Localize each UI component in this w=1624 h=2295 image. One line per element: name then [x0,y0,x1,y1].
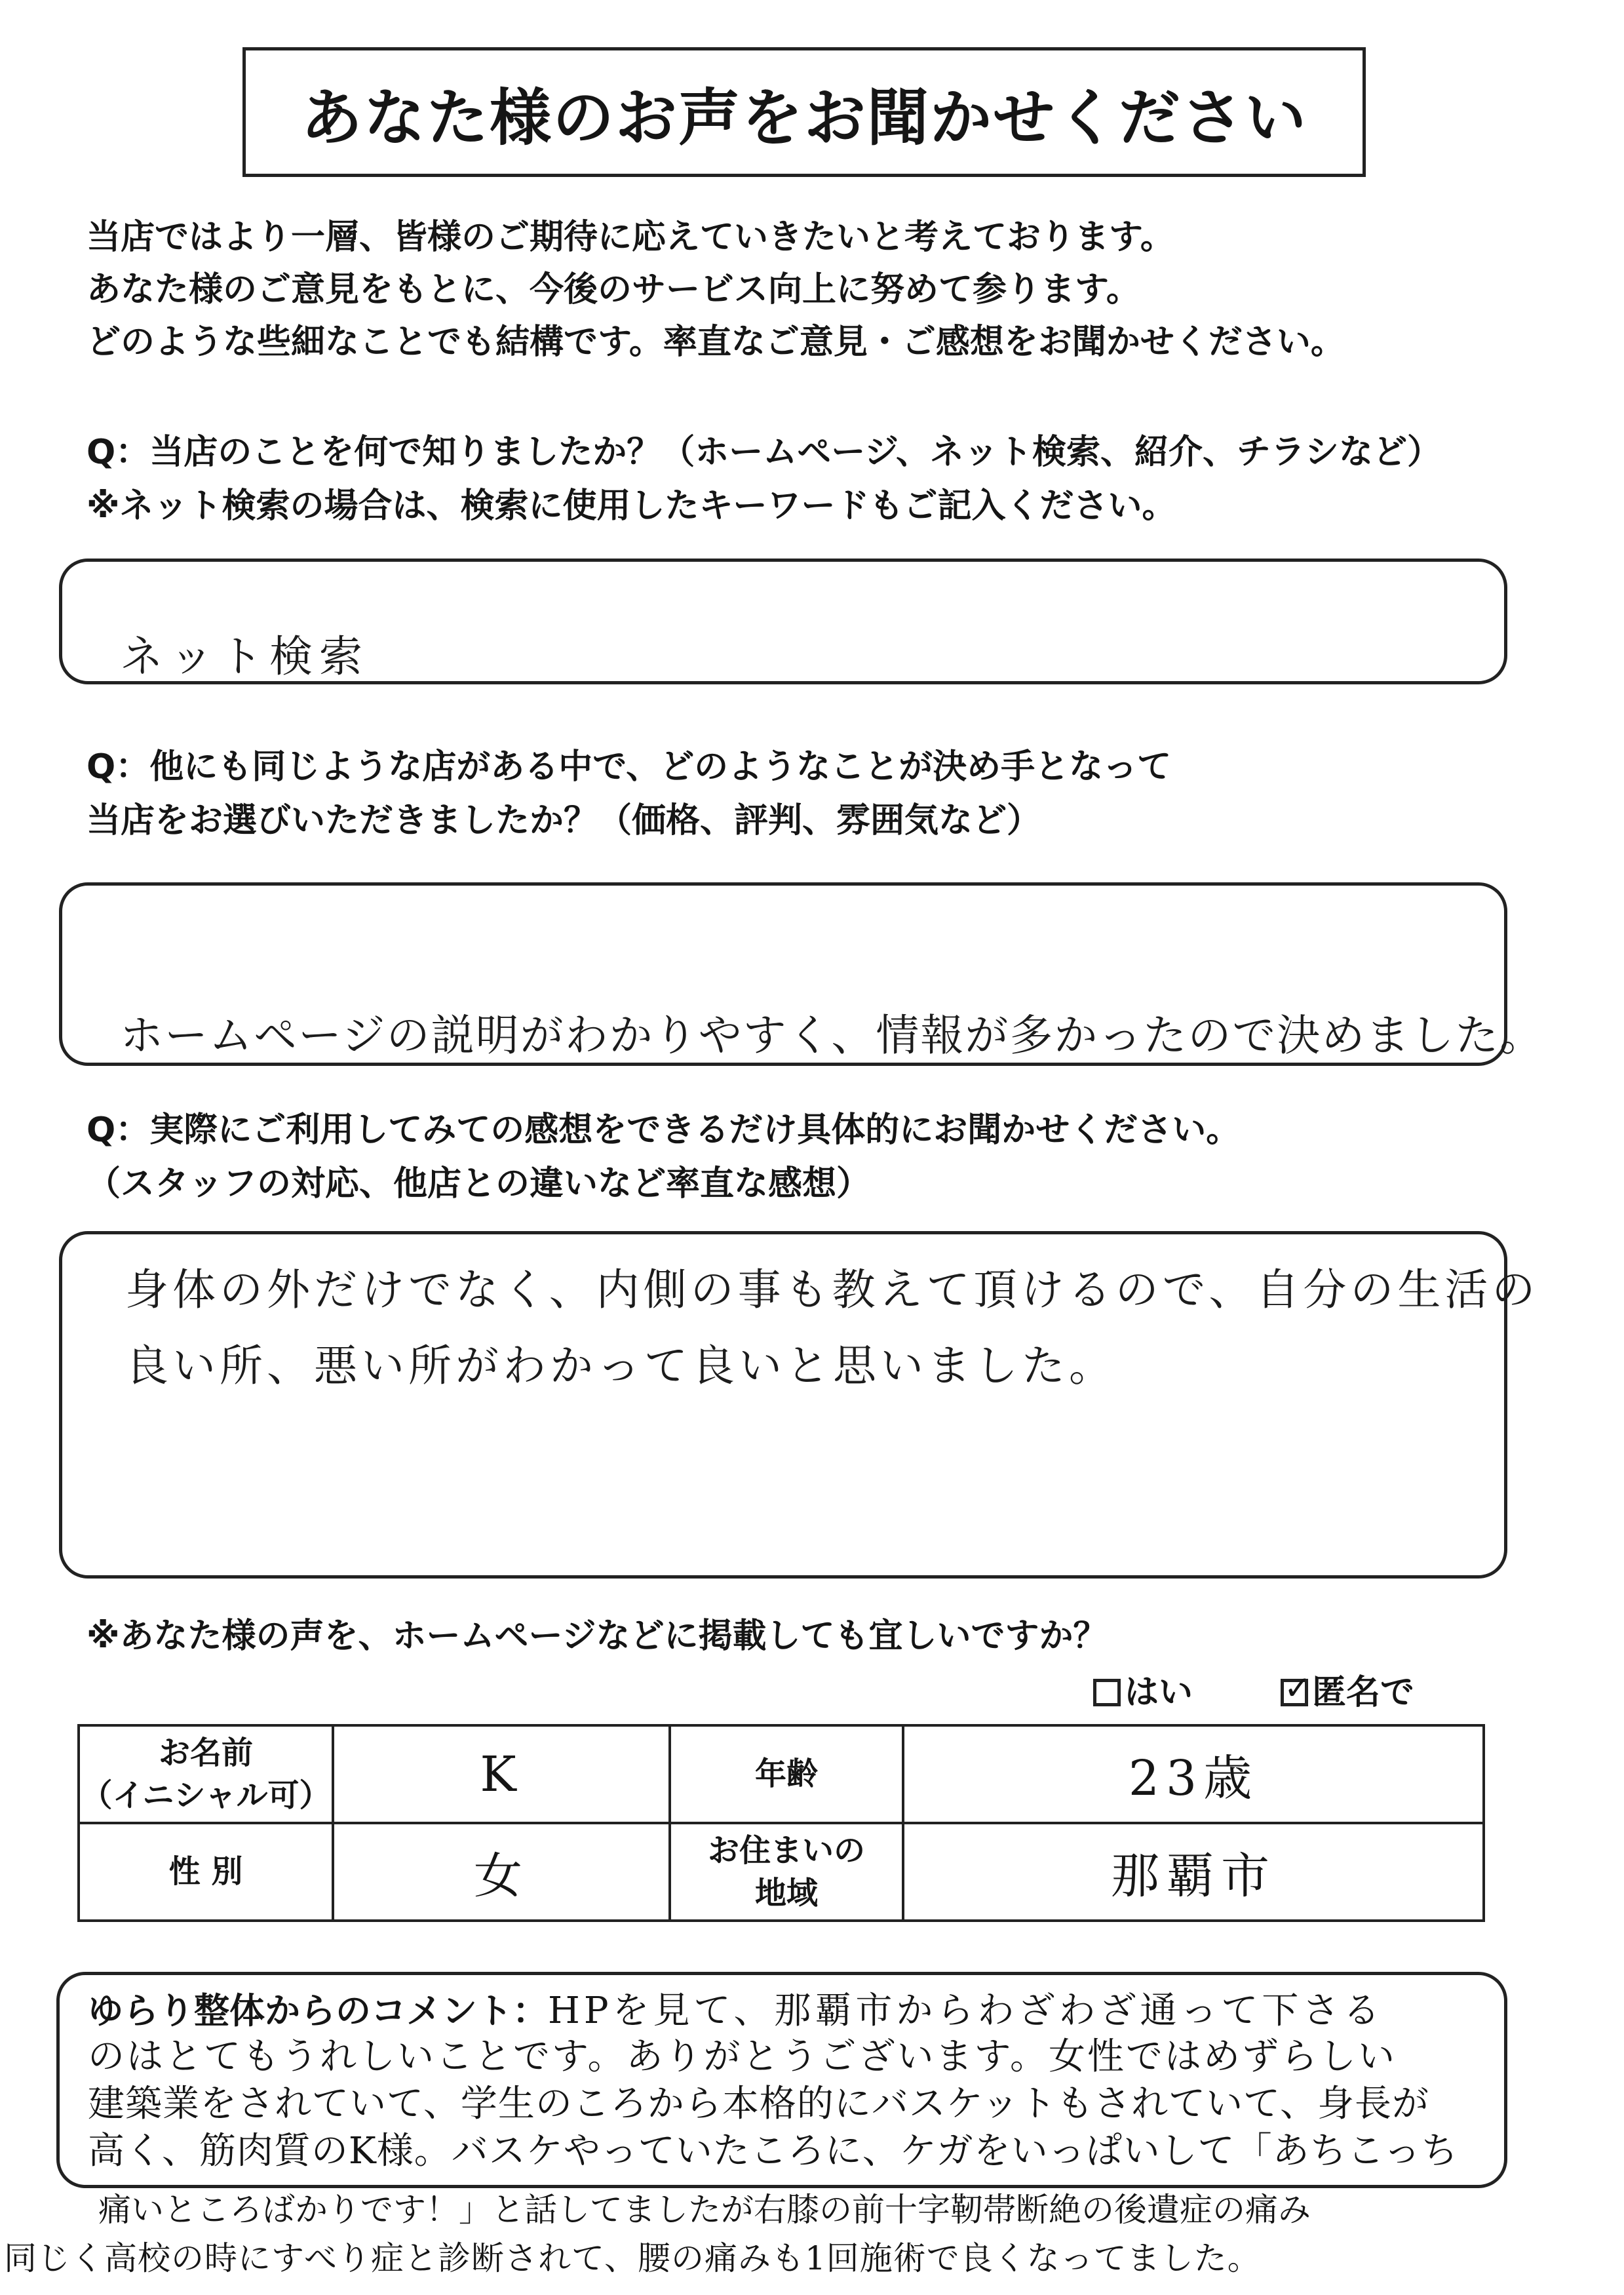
permission-question: ※あなた様の声を、ホームページなどに掲載しても宜しいですか？ [87,1617,1108,1656]
q3-answer-box[interactable] [59,1231,1539,1579]
area-label-line-2: 地域 [754,1874,818,1912]
q1-note: ※ネット検索の場合は、検索に使用したキーワードもご記入ください。 [87,486,1176,526]
q3-answer-line-2: 良い所、悪い所がわかって良いと思いました。 [125,1341,1116,1391]
option-yes[interactable] [1093,1673,1193,1712]
q2-question-line-2: 当店をお選びいただきましたか？（価格、評判、雰囲気など） [87,801,1041,840]
comment-line-1-text: HPを見て、那覇市からわざわざ通って下さる [548,1990,1384,2032]
q2-answer-box[interactable] [59,882,1545,1066]
intro-line-3: どのような些細なことでも結構です。率直なご意見・ご感想をお聞かせください。 [87,323,1345,362]
profile-row-1 [79,1725,1484,1823]
form-title: あなた様のお声をお聞かせください [242,47,1366,177]
anonymous-checkbox[interactable] [1281,1669,1311,1707]
option-yes-label: はい [1125,1673,1193,1712]
comment-line-1 [88,1990,1384,2032]
q3-question-line-2: （スタッフの対応、他店との違いなど率直な感想） [87,1164,871,1204]
comment-line-2: のはとてもうれしいことです。ありがとうございます。女性ではめずらしい [88,2035,1397,2078]
name-label [79,1725,333,1823]
option-anonymous-label: 匿名で [1312,1673,1415,1712]
q3-answer-line-1: 身体の外だけでなく、内側の事も教えて頂けるので、自分の生活の [125,1265,1539,1315]
name-label-line-2: （イニシャル可） [81,1776,331,1814]
option-anonymous[interactable] [1281,1669,1415,1712]
intro-line-1: 当店ではより一層、皆様のご期待に応えていきたいと考えております。 [87,218,1174,257]
check-mark-icon: ✓ [1284,1669,1311,1707]
comment-line-4: 高く、筋肉質のK様。バスケやっていたころに、ケガをいっぱいして「あちこっち [88,2130,1459,2172]
yes-checkbox[interactable] [1093,1679,1121,1706]
q1-answer-text: ネット検索 [120,631,369,682]
q1-answer-box[interactable] [59,559,1507,684]
area-value[interactable]: 那覇市 [903,1823,1484,1921]
q1-question: Q：当店のことを何で知りましたか？（ホームページ、ネット検索、紹介、チラシなど） [87,433,1442,472]
age-label: 年齢 [670,1725,903,1823]
comment-label: ゆらり整体からのコメント： [88,1990,548,2031]
gender-value[interactable]: 女 [333,1823,670,1921]
comment-line-5: 痛いところばかりです！」と話してましたが右膝の前十字靭帯断絶の後遺症の痛み [98,2191,1311,2229]
area-label-line-1: お住まいの [707,1832,865,1869]
name-value[interactable]: K [333,1725,670,1823]
intro-line-2: あなた様のご意見をもとに、今後のサービス向上に努めて参ります。 [87,270,1140,309]
q2-answer-text: ホームページの説明がわかりやすく、情報が多かったので決めました。 [120,1010,1545,1061]
age-value[interactable]: 23歳 [903,1725,1484,1823]
name-label-line-1: お名前 [158,1734,253,1771]
area-label [670,1823,903,1921]
profile-table [77,1724,1485,1922]
comment-line-6: 同じく高校の時にすべり症と診断されて、腰の痛みも1回施術で良くなってました。 [4,2239,1261,2277]
comment-line-3: 建築業をされていて、学生のころから本格的にバスケットもされていて、身長が [88,2083,1429,2125]
q3-question-line-1: Q：実際にご利用してみての感想をできるだけ具体的にお聞かせください。 [87,1110,1241,1150]
gender-label: 性 別 [79,1823,333,1921]
profile-row-2 [79,1823,1484,1921]
q2-question-line-1: Q：他にも同じような店がある中で、どのようなことが決め手となって [87,747,1172,787]
